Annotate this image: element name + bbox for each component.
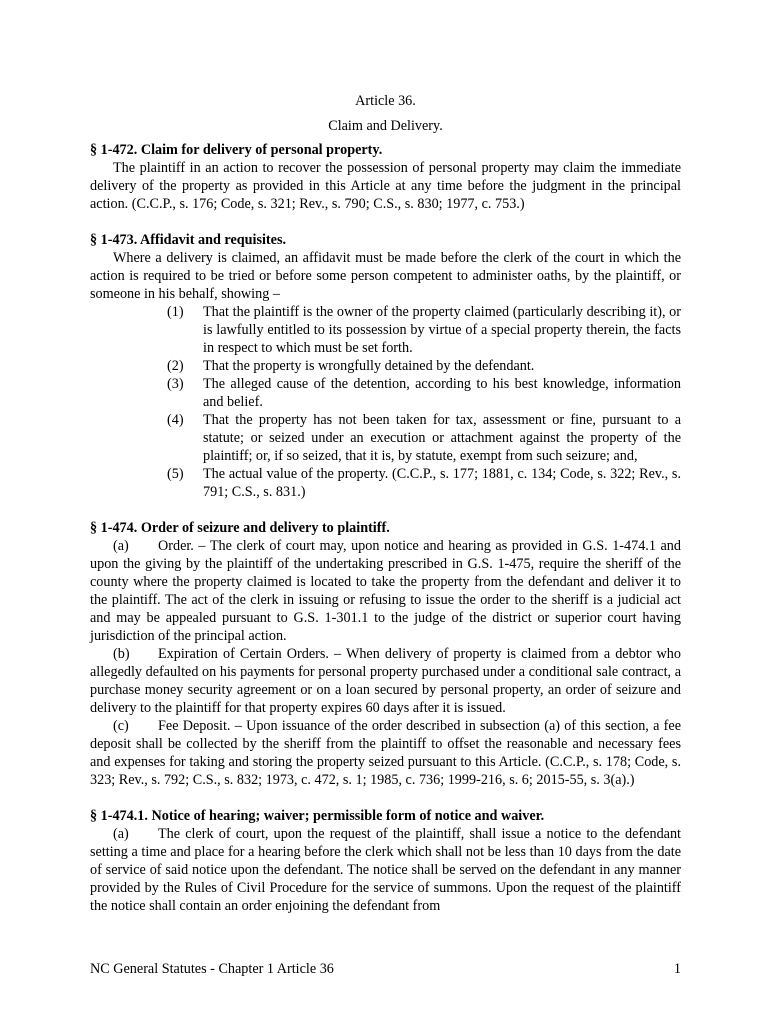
page-number: 1 xyxy=(673,961,681,977)
list-item xyxy=(90,465,681,501)
subsection xyxy=(90,825,681,915)
list-item-number: (3) xyxy=(167,376,184,392)
page-footer xyxy=(90,960,681,978)
list-item-text: That the plaintiff is the owner of the property claimed (particularly describing it), or is lawfully entitled to its possession by virtue of a special property therein, the facts in respect to which must be set forth. xyxy=(203,304,681,356)
list-item-text: The actual value of the property. (C.C.P., s. 177; 1881, c. 134; Code, s. 322; Rev., s. 791; C.S., s. 831.) xyxy=(203,466,681,500)
list-item xyxy=(90,303,681,357)
article-title: Claim and Delivery. xyxy=(328,118,443,134)
section-heading: § 1-474.1. Notice of hearing; waiver; permissible form of notice and waiver. xyxy=(90,808,545,824)
section-heading: § 1-472. Claim for delivery of personal property. xyxy=(90,142,383,158)
subsection-label: (b) xyxy=(113,646,130,662)
section-1-474-1 xyxy=(90,807,681,915)
subsection-label: (a) xyxy=(113,538,129,554)
list-item-text: The alleged cause of the detention, according to his best knowledge, information and belief. xyxy=(203,376,681,410)
subsection xyxy=(90,717,681,789)
subsection-label: (c) xyxy=(113,718,129,734)
section-heading: § 1-473. Affidavit and requisites. xyxy=(90,232,287,248)
subsection-text: Order. – The clerk of court may, upon notice and hearing as provided in G.S. 1-474.1 and upon the giving by the plaintiff of the undertaking prescribed in G.S. 1-475, require the sheriff of the county where the property claimed is located to take the property from the defendant and deliver it to the plaintiff. The act of the clerk in issuing or refusing to issue the order to the sheriff is a judicial act and may be appealed pursuant to G.S. 1-301.1 to the judge of the district or superior court having jurisdiction of the principal action. xyxy=(90,538,681,644)
list-item-text: That the property has not been taken for tax, assessment or fine, pursuant to a statute; or seized under an execution or attachment against the property of the plaintiff; or, if so seized, that it is, by statute, exempt from such seizure; and, xyxy=(203,412,681,464)
footer-title: NC General Statutes - Chapter 1 Article 36 xyxy=(90,961,334,977)
subsection-text: The clerk of court, upon the request of the plaintiff, shall issue a notice to the defendant setting a time and place for a hearing before the clerk which shall not be less than 10 days from the date of service of said notice upon the defendant. The notice shall be served on the defendant in any manner provided by the Rules of Civil Procedure for the service of summons. Upon the request of the plaintiff the notice shall contain an order enjoining the defendant from xyxy=(90,826,681,914)
list-item xyxy=(90,357,681,375)
section-body: The plaintiff in an action to recover the possession of personal property may claim the immediate delivery of the property as provided in this Article at any time before the judgment in the principal action. (C.C.P., s. 176; Code, s. 321; Rev., s. 790; C.S., s. 830; 1977, c. 753.) xyxy=(90,160,681,212)
subsection-label: (a) xyxy=(113,826,129,842)
section-1-474 xyxy=(90,519,681,789)
list-item-number: (5) xyxy=(167,466,184,482)
list-item xyxy=(90,411,681,465)
section-1-472 xyxy=(90,141,681,213)
subsection-text: Fee Deposit. – Upon issuance of the order described in subsection (a) of this section, a fee deposit shall be collected by the sheriff from the plaintiff to offset the reasonable and necessary fees and expenses for taking and storing the property seized pursuant to this Article. (C.C.P., s. 178; Code, s. 323; Rev., s. 792; C.S., s. 832; 1973, c. 472, s. 1; 1985, c. 736; 1999-216, s. 6; 2015-55, s. 3(a).) xyxy=(90,718,681,788)
list-item xyxy=(90,375,681,411)
list-item-number: (4) xyxy=(167,412,184,428)
list-item-number: (2) xyxy=(167,358,184,374)
subsection xyxy=(90,645,681,717)
list-item-number: (1) xyxy=(167,304,184,320)
list-item-text: That the property is wrongfully detained by the defendant. xyxy=(203,358,535,374)
article-number: Article 36. xyxy=(355,93,416,109)
document-page xyxy=(90,92,681,915)
section-1-473 xyxy=(90,231,681,501)
section-heading: § 1-474. Order of seizure and delivery to plaintiff. xyxy=(90,520,390,536)
subsection xyxy=(90,537,681,645)
subsection-text: Expiration of Certain Orders. – When delivery of property is claimed from a debtor who allegedly defaulted on his payments for personal property purchased under a conditional sale contract, a purchase money security agreement or on a loan secured by personal property, an order of seizure and delivery to the plaintiff for that property expires 60 days after it is issued. xyxy=(90,646,681,716)
section-body: Where a delivery is claimed, an affidavit must be made before the clerk of the court in which the action is required to be tried or before some person competent to administer oaths, by the plaintiff, or someone in his behalf, showing – xyxy=(90,250,681,302)
